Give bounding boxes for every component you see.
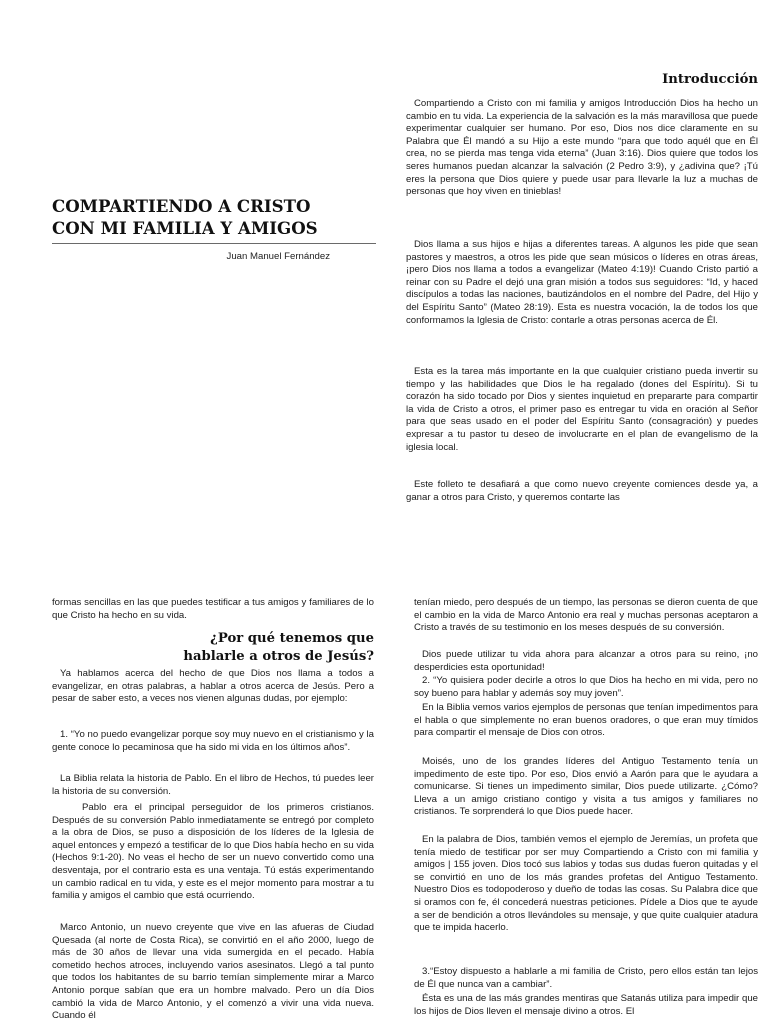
right-paragraph-5: Moisés, uno de los grandes líderes del Antiguo Testamento tenía un impedimento de este tipo. Por eso, Dios envió a Aarón para que le ayudara a comunicarse. Si tienes un impedimento similar, Dios puede utilizarte. ¿Cómo? Lleva a un amigo cristiano contigo y visita a tus amigos y familiares no cristianos. Te sorprenderá lo que Dios puede hacer.: [414, 756, 758, 818]
title-line-2: CON MI FAMILIA Y AMIGOS: [52, 218, 318, 238]
section-heading: [52, 630, 374, 666]
document-title: [52, 195, 382, 239]
right-paragraph-1: tenían miedo, pero después de un tiempo, las personas se dieron cuenta de que el cambio en la vida de Marco Antonio era real y muchas personas aceptaron a Cristo a través de su testimonio en los meses después de su conversión.: [414, 597, 758, 634]
right-paragraph-3: 2. “Yo quisiera poder decirle a otros lo que Dios ha hecho en mi vida, pero no soy bueno para hablar y además soy muy joven”.: [414, 675, 758, 699]
right-paragraph-8: Ésta es una de las más grandes mentiras que Satanás utiliza para impedir que los hijos de Dios lleven el mensaje divino a otros. El: [414, 993, 758, 1017]
right-paragraph-2: Dios puede utilizar tu vida ahora para alcanzar a otros para su reino, ¡no desperdicies esta oportunidad!: [414, 649, 758, 673]
section-heading-line-2: hablarle a otros de Jesús?: [183, 649, 374, 664]
right-paragraph-4: En la Biblia vemos varios ejemplos de personas que tenían impedimentos para el habla o que simplemente no eran buenos oradores, o que eran muy tímidos para compartir el mensaje de Dios con otros.: [414, 702, 758, 739]
left-paragraph-1: Ya hablamos acerca del hecho de que Dios nos llama a todos a evangelizar, en otras palabras, a hablar a otros acerca de Jesús. Pero a pesar de saber esto, a veces nos vienen algunas dudas, por ejemplo:: [52, 668, 374, 705]
title-divider: [52, 243, 376, 244]
title-line-1: COMPARTIENDO A CRISTO: [52, 196, 311, 216]
author-name: Juan Manuel Fernández: [226, 251, 330, 262]
intro-paragraph-2: Dios llama a sus hijos e hijas a diferentes tareas. A algunos les pide que sean pastores y maestros, a otros les pide que sean músicos o líderes en otras áreas, ¡pero Dios nos llama a todos a evangelizar (Mateo 4:19)! Cuando Cristo partió a reinar con su Padre el dejó una gran misión a todos sus seguidores: “Id, y haced discípulos a todas las naciones, bautizándolos en el nombre del Padre, del Hijo y del Espíritu Santo” (Mateo 28:19). Esta es nuestra vocación, la de todos los que conformamos la Iglesia de Cristo: contarle a otras personas acerca de Él.: [406, 239, 758, 326]
left-paragraph-4: Pablo era el principal perseguidor de los primeros cristianos. Después de su conversión Pablo inmediatamente se entregó por completo a la obra de Dios, se puso a disposición de los líderes de la Iglesia de aquel entonces y empezó a testificar de lo que Dios había hecho en su vida (Hechos 9:1-20). No veas el hecho de ser un nuevo convertido como una desventaja, por el contrario esta es una ventaja. Tú estás experimentando un cambio radical en tu vida, y este es el mejor momento para mostrar a tu familia y amigos el cambio que está ocurriendo.: [52, 802, 374, 902]
left-paragraph-2: 1. “Yo no puedo evangelizar porque soy muy nuevo en el cristianismo y la gente conoce lo pecaminosa que ha sido mi vida en los últimos años”.: [52, 729, 374, 753]
right-paragraph-7: 3.“Estoy dispuesto a hablarle a mi familia de Cristo, pero ellos están tan lejos de Él que nunca van a cambiar”.: [414, 966, 758, 990]
left-paragraph-5: Marco Antonio, un nuevo creyente que vive en las afueras de Ciudad Quesada (al norte de Costa Rica), se convirtió en el año 2000, luego de más de 30 años de llevar una vida sumergida en el pecado. Había cometido hechos atroces, incluyendo varios asesinatos. Llegó a tal punto que todos los habitantes de su barrio temían simplemente mirar a Marco Antonio porque sabían que era un hombre malvado. Pero un día Dios cambió la vida de Marco Antonio, y el comenzó a vivir una vida nueva. Cuando él: [52, 922, 374, 1022]
left-paragraph-0: formas sencillas en las que puedes testificar a tus amigos y familiares de lo que Cristo ha hecho en su vida.: [52, 597, 374, 621]
right-paragraph-6: En la palabra de Dios, también vemos el ejemplo de Jeremías, un profeta que tenía miedo de testificar por ser muy Compartiendo a Cristo con mi familia y amigos | 155 joven. Dios tocó sus labios y todas sus dudas fueron quitadas y el se convirtió en uno de los más grandes profetas del Antiguo Testamento. Nuestro Dios es todopoderoso y dueño de todas las cosas. Su Palabra dice que si oramos con fe, él concederá nuestras peticiones. Pídele a Dios que te ayude a ser de bendición a otros llevándoles su mensaje, y que quite cualquier atadura que te impida hacerlo.: [414, 834, 758, 934]
intro-paragraph-1: Compartiendo a Cristo con mi familia y amigos Introducción Dios ha hecho un cambio en tu vida. La experiencia de la salvación es la más maravillosa que puede experimentar cualquier ser humano. Por eso, Dios nos dice claramente en su Palabra que Él mandó a su Hijo a este mundo “para que todo aquél que en Él crea, no se pierda mas tenga vida eterna” (Juan 3:16). Dios quiere que todos los seres humanos puedan alcanzar la salvación (2 Pedro 3:9), y ¿adivina que? ¡Tú eres la persona que Dios quiere y puede usar para llevarle la luz a muchas de personas que hoy viven en tinieblas!: [406, 98, 758, 198]
left-paragraph-3: La Biblia relata la historia de Pablo. En el libro de Hechos, tú puedes leer la historia de su conversión.: [52, 773, 374, 797]
intro-paragraph-4: Este folleto te desafiará a que como nuevo creyente comiences desde ya, a ganar a otros para Cristo, y queremos contarte las: [406, 479, 758, 503]
section-heading-line-1: ¿Por qué tenemos que: [210, 631, 374, 646]
intro-paragraph-3: Esta es la tarea más importante en la que cualquier cristiano pueda invertir su tiempo y las habilidades que Dios le ha regalado (dones del Espíritu). Si tu corazón ha sido tocado por Dios y sientes inquietud en prepararte para compartir la vida de Cristo a otros, el primer paso es entregar tu vida en oración al Señor para que seas usado en el poder del Espíritu Santo (consagración) y puedes expresar a tu pastor tu deseo de involucrarte en el plan de evangelismo de la iglesia local.: [406, 366, 758, 453]
intro-heading: Introducción: [662, 72, 758, 87]
